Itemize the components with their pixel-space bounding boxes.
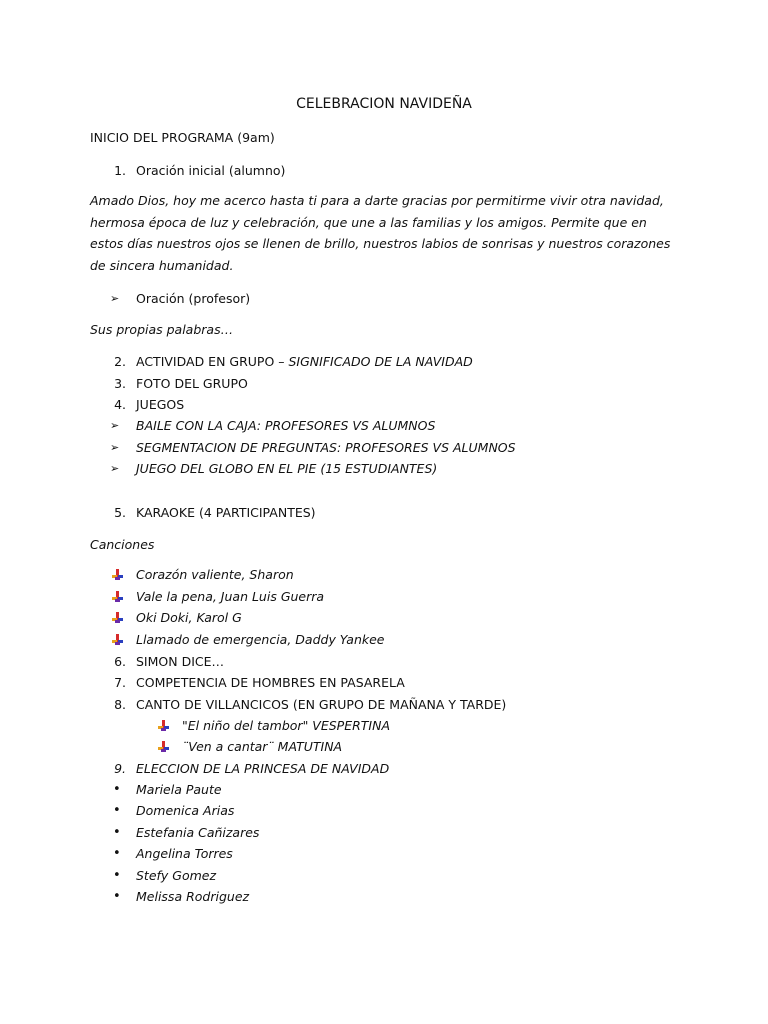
item-2-text — [136, 354, 473, 370]
item-8-label: CANTO DE VILLANCICOS (EN GRUPO DE MAÑANA Y TARDE) — [136, 697, 507, 712]
item-1-label: Oración inicial (alumno) — [136, 163, 286, 178]
color-arrow-bullet-icon — [112, 634, 123, 645]
candidate-name: Estefania Cañizares — [136, 825, 260, 840]
bullet-icon: • — [113, 803, 121, 818]
teacher-prayer-label: Oración (profesor) — [136, 291, 251, 306]
document-title: CELEBRACION NAVIDEÑA — [296, 96, 472, 112]
item-9-number: 9. — [114, 761, 126, 776]
arrow-bullet-icon: ➢ — [110, 462, 120, 475]
color-arrow-bullet-icon — [112, 591, 123, 602]
candidate-name: Domenica Arias — [136, 803, 235, 818]
opening-prayer-text: Amado Dios, hoy me acerco hasta ti para a darte gracias por permitirme vivir otra navidad, hermosa época de luz y celebración, que une a las familias y los amigos. Permite que en estos días nuestros ojos se llenen de brillo, nuestros labios de sonrisas y nuestros corazones de sincera humanidad. — [90, 193, 671, 273]
candidate-name: Angelina Torres — [136, 846, 233, 861]
item-5-label: KARAOKE (4 PARTICIPANTES) — [136, 505, 316, 520]
item-6-number: 6. — [114, 654, 126, 669]
game-label: JUEGO DEL GLOBO EN EL PIE (15 ESTUDIANTES) — [136, 461, 438, 476]
item-2-number: 2. — [114, 354, 126, 369]
item-3-number: 3. — [114, 376, 126, 391]
candidate-name: Stefy Gomez — [136, 868, 217, 883]
color-arrow-bullet-icon — [112, 612, 123, 623]
song-label: Corazón valiente, Sharon — [136, 567, 294, 582]
song-label: Vale la pena, Juan Luis Guerra — [136, 589, 325, 604]
bullet-icon: • — [113, 825, 121, 840]
candidate-name: Melissa Rodriguez — [136, 889, 250, 904]
arrow-bullet-icon: ➢ — [110, 441, 120, 454]
item-2-detail: SIGNIFICADO DE LA NAVIDAD — [288, 354, 473, 369]
item-3-label: FOTO DEL GRUPO — [136, 376, 248, 391]
color-arrow-bullet-icon — [158, 741, 169, 752]
bullet-icon: • — [113, 868, 121, 883]
item-2-label: ACTIVIDAD EN GRUPO – — [136, 354, 289, 369]
item-7-label: COMPETENCIA DE HOMBRES EN PASARELA — [136, 675, 405, 690]
arrow-bullet-icon: ➢ — [110, 419, 120, 432]
item-1-number: 1. — [114, 163, 126, 178]
game-label: BAILE CON LA CAJA: PROFESORES VS ALUMNOS — [136, 418, 436, 433]
item-6-label: SIMON DICE… — [136, 654, 225, 669]
songs-heading: Canciones — [90, 537, 155, 552]
item-5-number: 5. — [114, 505, 126, 520]
program-start-heading: INICIO DEL PROGRAMA (9am) — [90, 130, 275, 145]
bullet-icon: • — [113, 846, 121, 861]
item-7-number: 7. — [114, 675, 126, 690]
carol-label: ¨Ven a cantar¨ MATUTINA — [182, 739, 343, 754]
item-4-label: JUEGOS — [136, 397, 185, 412]
own-words-note: Sus propias palabras… — [90, 322, 234, 337]
color-arrow-bullet-icon — [112, 569, 123, 580]
game-label: SEGMENTACION DE PREGUNTAS: PROFESORES VS ALUMNOS — [136, 440, 516, 455]
candidate-name: Mariela Paute — [136, 782, 222, 797]
song-label: Llamado de emergencia, Daddy Yankee — [136, 632, 385, 647]
carol-label: "El niño del tambor" VESPERTINA — [182, 718, 391, 733]
item-9-label: ELECCION DE LA PRINCESA DE NAVIDAD — [136, 761, 390, 776]
arrow-bullet-icon: ➢ — [110, 292, 120, 305]
song-label: Oki Doki, Karol G — [136, 610, 242, 625]
bullet-icon: • — [113, 889, 121, 904]
item-8-number: 8. — [114, 697, 126, 712]
item-4-number: 4. — [114, 397, 126, 412]
color-arrow-bullet-icon — [158, 720, 169, 731]
bullet-icon: • — [113, 782, 121, 797]
